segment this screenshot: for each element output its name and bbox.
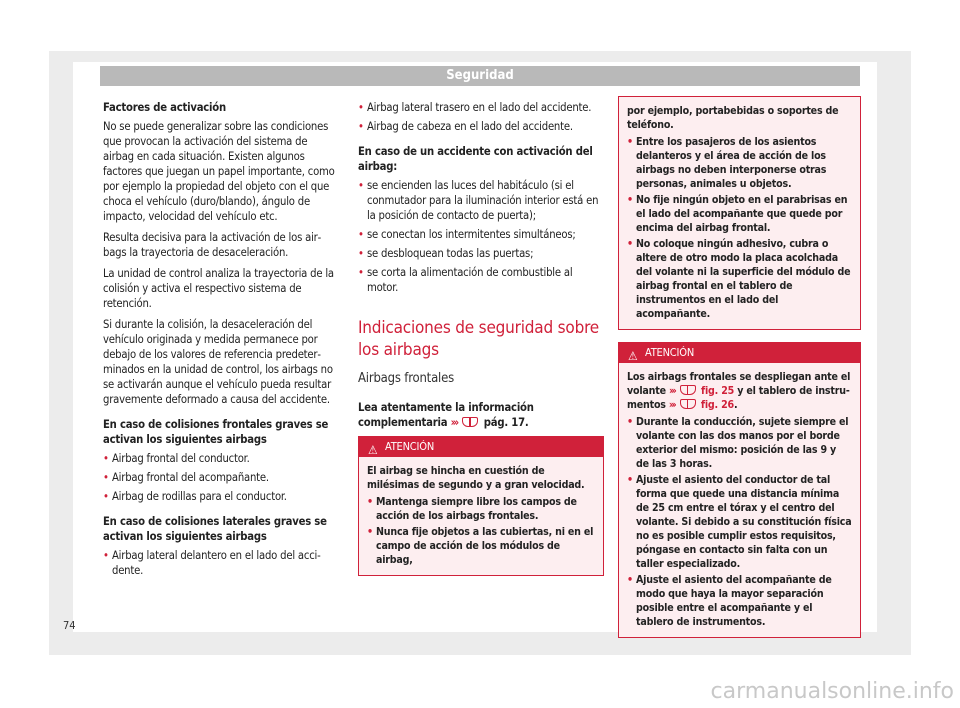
warning-header <box>619 343 860 363</box>
list-item: • Nunca fije objetos a las cubiertas, ni en el campo de acción de los módulos de airbag, <box>367 525 595 567</box>
list-item: • se conectan los intermitentes simultáneos; <box>358 227 604 242</box>
warning-body <box>619 97 860 329</box>
bullet-list <box>358 100 604 134</box>
heading-accident-activation: En caso de un accidente con activación del airbag: <box>358 145 593 173</box>
warning-text: El airbag se hincha en cuestión de milésimas de segundo y a gran velocidad. <box>367 465 585 491</box>
bullet-list <box>103 548 340 578</box>
warning-text: por ejemplo, portabebidas o soportes de teléfono. <box>627 105 839 131</box>
list-item: • Ajuste el asiento del conductor de tal forma que quede una distancia mínima de 25 cm entre el tórax y el centro del volante. Si debido a su constitución física no es posible cumplir estos requisitos, póngase en contacto sin falta con un taller especializado. <box>627 473 852 571</box>
heading-activation-factors: Factores de activación <box>103 101 226 114</box>
warning-header <box>359 437 603 457</box>
warning-body <box>359 457 603 575</box>
warning-text-part: . <box>733 399 738 411</box>
warning-text-part: y el tablero de instrumentos <box>627 385 850 411</box>
warning-text <box>627 370 852 412</box>
warning-triangle-icon: ⚠ <box>628 349 638 363</box>
heading-lateral-collisions: En caso de colisiones laterales graves se activan los siguientes airbags <box>103 515 327 543</box>
list-item: • Durante la conducción, sujete siempre el volante con las dos manos por el borde exterior del mismo: posición de las 9 y de las 3 horas. <box>627 415 852 471</box>
list-item: • Airbag frontal del conductor. <box>103 451 340 466</box>
book-icon <box>680 385 696 395</box>
warning-box <box>618 342 861 638</box>
list-item: • se desbloquean todas las puertas; <box>358 246 604 261</box>
subsection-title: Airbags frontales <box>358 371 454 386</box>
list-item: • Airbag lateral trasero en el lado del accidente. <box>358 100 604 115</box>
bullet-list <box>367 495 595 567</box>
book-icon <box>680 399 696 409</box>
cross-reference <box>358 400 604 430</box>
warning-box-continued <box>618 96 861 330</box>
figure-link[interactable]: fig. 26 <box>700 399 734 411</box>
paragraph: La unidad de control analiza la trayectoria de la colisión y activa el respectivo sistema de retención. <box>103 267 334 310</box>
warning-body <box>619 363 860 637</box>
warning-title: ATENCIÓN <box>385 440 435 453</box>
chevron-icon: ››› <box>668 399 675 411</box>
list-item: • Airbag frontal del acompañante. <box>103 470 340 485</box>
column-2 <box>358 100 604 576</box>
paragraph: Si durante la colisión, la desaceleración del vehículo originada y medida permanece por debajo de los valores de referencia predeterminados en la unidad de control, los airbags no se activarán aunque el vehículo pueda resultar gravemente deformado a causa del accidente. <box>103 318 333 406</box>
list-item: • No coloque ningún adhesivo, cubra o altere de otro modo la placa acolchada del volante ni la superficie del módulo de airbag frontal en el tablero de instrumentos en el lado del acompañante. <box>627 237 852 321</box>
section-header: Seguridad <box>100 66 860 86</box>
list-item: • Ajuste el asiento del acompañante de modo que haya la mayor separación posible entre el acompañante y el tablero de instrumentos. <box>627 573 852 629</box>
bullet-list <box>627 135 852 321</box>
bullet-list <box>358 178 604 295</box>
list-item: • Airbag de rodillas para el conductor. <box>103 489 340 504</box>
figure-link[interactable]: fig. 25 <box>701 385 735 397</box>
column-1 <box>103 100 340 584</box>
list-item: • Airbag de cabeza en el lado del accidente. <box>358 119 604 134</box>
cross-reference-text: Lea atentamente la información complementaria <box>358 401 534 429</box>
heading-frontal-collisions: En caso de colisiones frontales graves se activan los siguientes airbags <box>103 418 329 446</box>
list-item: • No fije ningún objeto en el parabrisas en el lado del acompañante que quede por encima del airbag frontal. <box>627 193 852 235</box>
paragraph: Resulta decisiva para la activación de los airbags la trayectoria de desaceleración. <box>103 231 322 259</box>
warning-title: ATENCIÓN <box>645 346 695 359</box>
list-item: • se corta la alimentación de combustible al motor. <box>358 265 604 295</box>
watermark: carmanualsonline.info <box>710 679 954 704</box>
warning-text-part: Los airbags frontales se despliegan ante el volante <box>627 371 851 397</box>
warning-box <box>358 436 604 576</box>
paragraph: No se puede generalizar sobre las condiciones que provocan la activación del sistema de airbag en cada situación. Existen algunos factores que juegan un papel importante, como por ejemplo la propiedad del objeto con el que choca el vehículo (duro/blando), ángulo de impacto, velocidad del vehículo etc. <box>103 120 335 223</box>
list-item: • Airbag lateral delantero en el lado del accidente. <box>103 548 340 578</box>
list-item: • Mantenga siempre libre los campos de acción de los airbags frontales. <box>367 495 595 523</box>
warning-triangle-icon: ⚠ <box>368 443 378 457</box>
bullet-list <box>103 451 340 504</box>
section-title: Indicaciones de seguridad sobre los airbags <box>358 318 600 360</box>
chevron-icon: ››› <box>669 385 675 397</box>
bullet-list <box>627 415 852 629</box>
chevron-icon: ››› <box>450 416 458 429</box>
list-item: • se encienden las luces del habitáculo (si el conmutador para la iluminación interior está en la posición de contacto de puerta); <box>358 178 604 223</box>
book-icon <box>462 417 478 427</box>
page-number: 74 <box>63 619 76 632</box>
list-item: • Entre los pasajeros de los asientos delanteros y el área de acción de los airbags no deben interponerse otras personas, animales u objetos. <box>627 135 852 191</box>
page-reference-link[interactable]: pág. 17. <box>483 416 529 429</box>
column-3 <box>618 96 861 638</box>
